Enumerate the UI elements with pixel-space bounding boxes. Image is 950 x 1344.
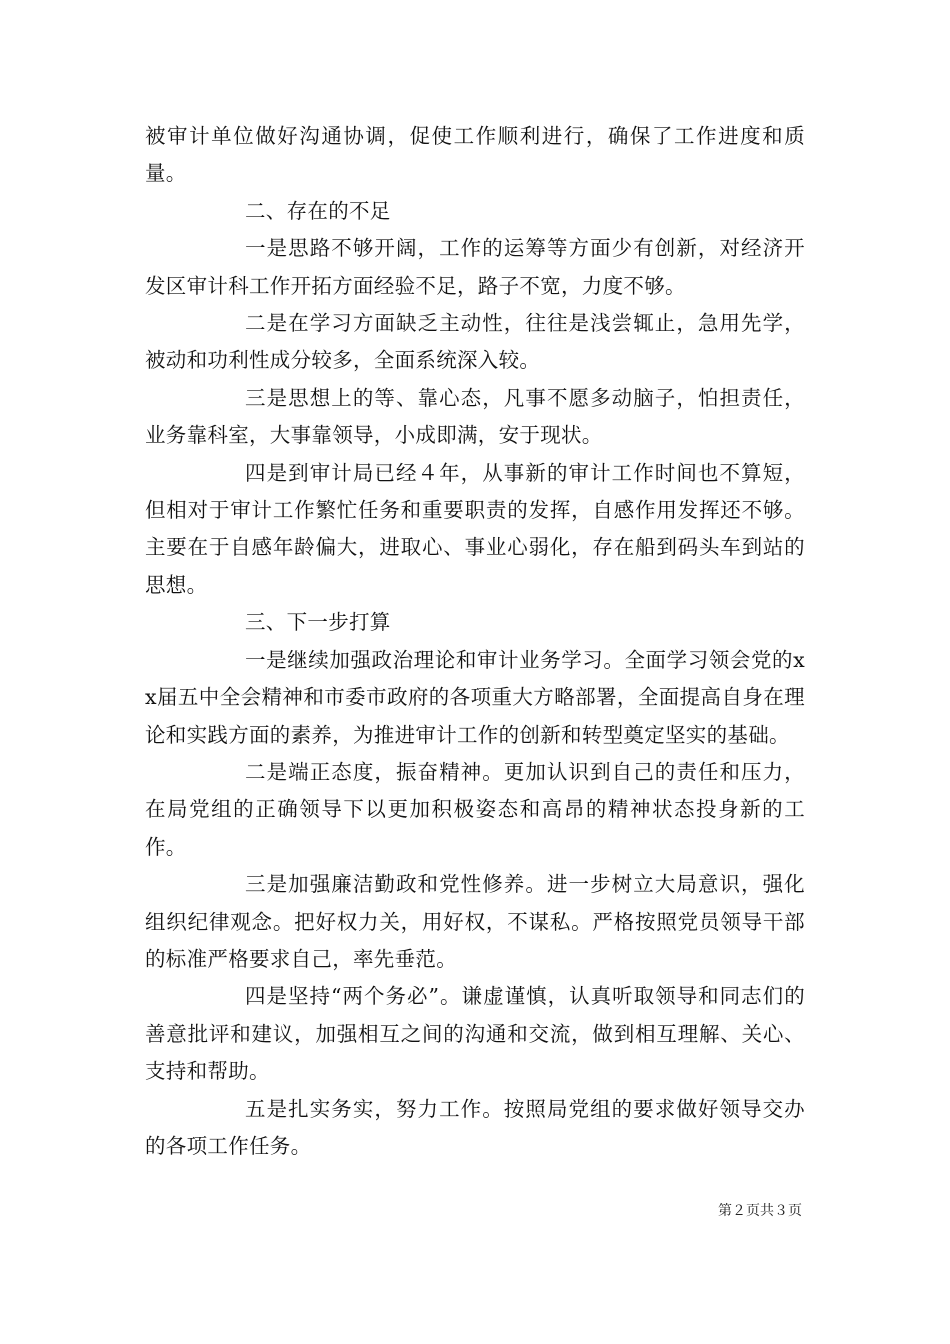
paragraph: 三是加强廉洁勤政和党性修养。进一步树立大局意识，强化组织纪律观念。把好权力关，用好权，不谋私。严格按照党员领导干部的标准严格要求自己，率先垂范。 xyxy=(145,872,805,971)
document-body xyxy=(145,118,805,1165)
page-number-footer: 第２页共３页 xyxy=(718,1203,802,1219)
section-heading-shortcomings: 二、存在的不足 xyxy=(245,198,391,223)
paragraph: 三是思想上的等、靠心态，凡事不愿多动脑子，怕担责任，业务靠科室，大事靠领导，小成即满，安于现状。 xyxy=(145,385,805,448)
paragraph: 五是扎实务实，努力工作。按照局党组的要求做好领导交办的各项工作任务。 xyxy=(145,1096,805,1158)
paragraph: 四是坚持“两个务必”。谦虚谨慎，认真听取领导和同志们的善意批评和建议，加强相互之间的沟通和交流，做到相互理解、关心、支持和帮助。 xyxy=(145,984,805,1084)
paragraph: 被审计单位做好沟通协调，促使工作顺利进行，确保了工作进度和质量。 xyxy=(145,124,805,186)
paragraph: 二是端正态度，振奋精神。更加认识到自己的责任和压力，在局党组的正确领导下以更加积极姿态和高昂的精神状态投身新的工作。 xyxy=(145,759,805,859)
paragraph: 一是思路不够开阔，工作的运筹等方面少有创新，对经济开发区审计科工作开拓方面经验不足，路子不宽，力度不够。 xyxy=(145,236,805,298)
paragraph: 二是在学习方面缺乏主动性，往往是浅尝辄止，急用先学，被动和功利性成分较多，全面系统深入较。 xyxy=(145,311,805,373)
section-heading-next-steps: 三、下一步打算 xyxy=(245,610,391,635)
paragraph: 四是到审计局已经４年，从事新的审计工作时间也不算短，但相对于审计工作繁忙任务和重要职责的发挥，自感作用发挥还不够。主要在于自感年龄偏大，进取心、事业心弱化，存在船到码头车到站的思想。 xyxy=(145,460,805,597)
paragraph: 一是继续加强政治理论和审计业务学习。全面学习领会党的xx届五中全会精神和市委市政府的各项重大方略部署，全面提高自身在理论和实践方面的素养，为推进审计工作的创新和转型奠定坚实的基础。 xyxy=(145,647,805,747)
